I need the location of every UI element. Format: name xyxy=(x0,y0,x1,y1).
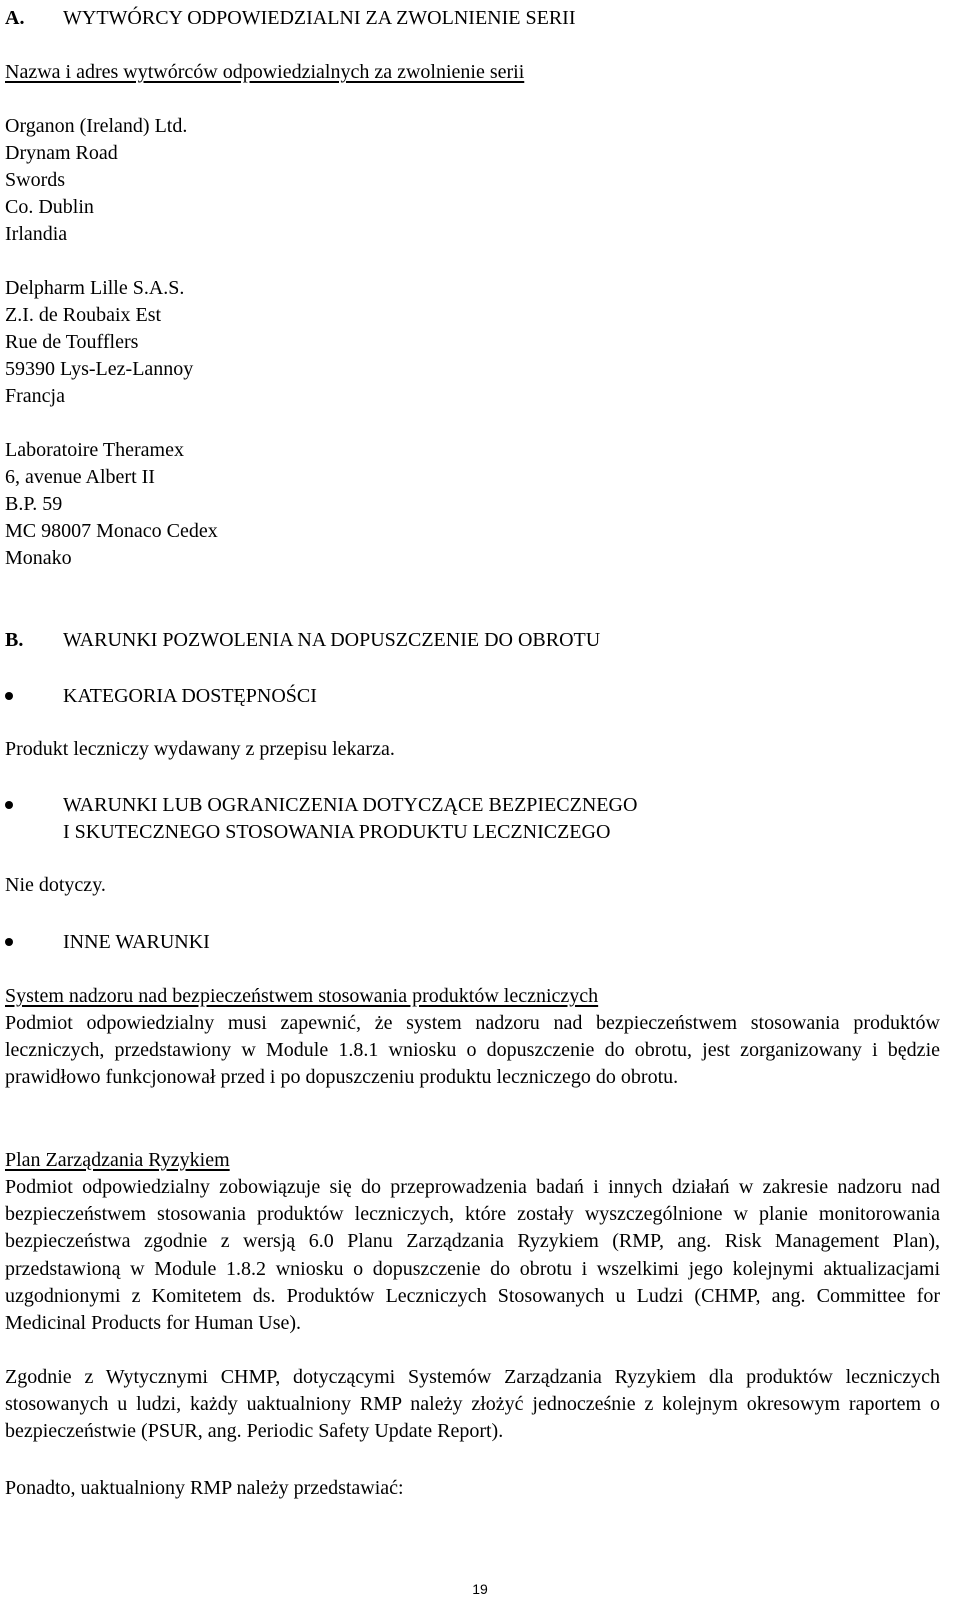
section-a-subtitle: Nazwa i adres wytwórców odpowiedzialnych za zwolnienie serii xyxy=(5,61,525,83)
bullet-3-title: INNE WARUNKI xyxy=(63,931,210,953)
rmp-heading: Plan Zarządzania Ryzykiem xyxy=(5,1149,230,1171)
page-number: 19 xyxy=(472,1581,488,1597)
bullet-1-text: Produkt leczniczy wydawany z przepisu lekarza. xyxy=(5,738,395,760)
address-line: Drynam Road xyxy=(5,142,118,164)
bullet-icon xyxy=(5,692,13,700)
bullet-icon xyxy=(5,938,13,946)
chmp-paragraph: Zgodnie z Wytycznymi CHMP, dotyczącymi Systemów Zarządzania Ryzykiem dla produktów leczniczych stosowanych u ludzi, każdy uaktualniony RMP należy złożyć jednocześnie z kolejnym okresowym raportem o bezpieczeństwie (PSUR, ang. Periodic Safety Update Report). xyxy=(5,1366,940,1443)
address-line: Francja xyxy=(5,385,65,407)
section-a-letter: A. xyxy=(5,7,25,29)
bullet-2-text: Nie dotyczy. xyxy=(5,874,106,896)
bullet-icon xyxy=(5,801,13,809)
section-b-letter: B. xyxy=(5,629,24,651)
address-line: Swords xyxy=(5,169,66,191)
pharmacovigilance-paragraph: Podmiot odpowiedzialny musi zapewnić, że system nadzoru nad bezpieczeństwem stosowania produktów leczniczych, przedstawiony w Module 1.8.1 wniosku o dopuszczenie do obrotu, jest zorganizowany i będzie prawidłowo funkcjonował przed i po dopuszczeniu produktu leczniczego do obrotu. xyxy=(5,1012,940,1089)
address-line: 59390 Lys-Lez-Lannoy xyxy=(5,358,194,380)
address-line: 6, avenue Albert II xyxy=(5,466,155,488)
pharmacovigilance-heading: System nadzoru nad bezpieczeństwem stosowania produktów leczniczych xyxy=(5,985,599,1007)
bullet-2-title-line1: WARUNKI LUB OGRANICZENIA DOTYCZĄCE BEZPIECZNEGO xyxy=(63,794,638,816)
address-line: Irlandia xyxy=(5,223,68,245)
address-line: MC 98007 Monaco Cedex xyxy=(5,520,218,542)
rmp-paragraph: Podmiot odpowiedzialny zobowiązuje się do przeprowadzenia badań i innych działań w zakresie nadzoru nad bezpieczeństwem stosowania produktów leczniczych, które zostały wyszczególnione w planie monitorowania bezpieczeństwa zgodnie z wersją 6.0 Planu Zarządzania Ryzykiem (RMP, ang. Risk Management Plan), przedstawioną w Module 1.8.2 wniosku o dopuszczenie do obrotu i wszelkimi jego kolejnymi aktualizacjami uzgodnionymi z Komitetem ds. Produktów Leczniczych Stosowanych u Ludzi (CHMP, ang. Committee for Medicinal Products for Human Use). xyxy=(5,1176,940,1335)
bullet-2-title-line2: I SKUTECZNEGO STOSOWANIA PRODUKTU LECZNICZEGO xyxy=(63,821,611,843)
address-line: Monako xyxy=(5,547,72,569)
section-a-title: WYTWÓRCY ODPOWIEDZIALNI ZA ZWOLNIENIE SERII xyxy=(63,7,576,29)
address-line: Z.I. de Roubaix Est xyxy=(5,304,162,326)
address-line: Delpharm Lille S.A.S. xyxy=(5,277,185,299)
address-line: Co. Dublin xyxy=(5,196,94,218)
address-line: B.P. 59 xyxy=(5,493,63,515)
address-line: Rue de Toufflers xyxy=(5,331,139,353)
bullet-1-title: KATEGORIA DOSTĘPNOŚCI xyxy=(63,685,317,707)
address-line: Organon (Ireland) Ltd. xyxy=(5,115,188,137)
address-line: Laboratoire Theramex xyxy=(5,439,184,461)
section-b-title: WARUNKI POZWOLENIA NA DOPUSZCZENIE DO OBROTU xyxy=(63,629,601,651)
final-paragraph: Ponadto, uaktualniony RMP należy przedstawiać: xyxy=(5,1477,404,1499)
